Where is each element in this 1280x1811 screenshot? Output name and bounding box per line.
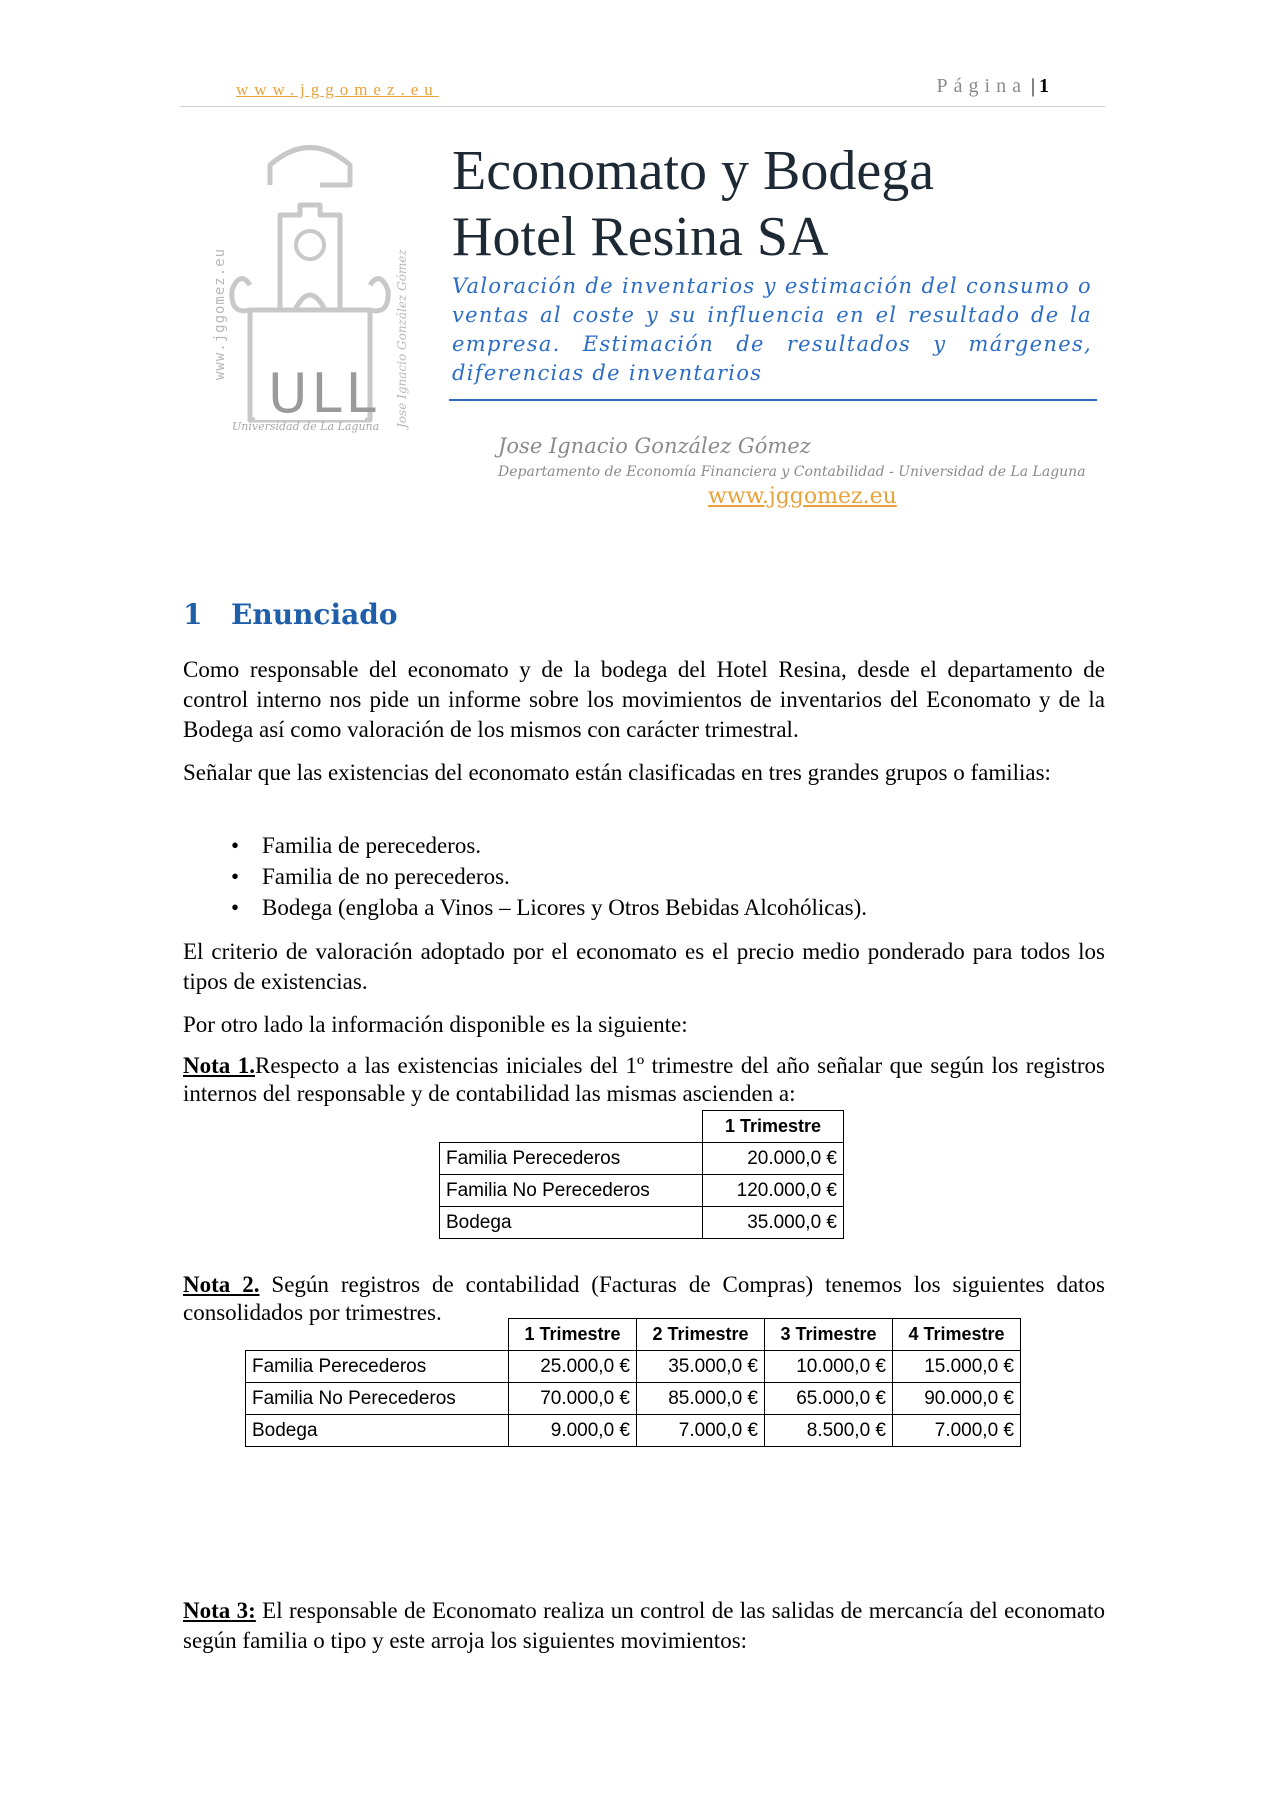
table-cell: 20.000,0 € (703, 1143, 844, 1175)
paragraph-families: Señalar que las existencias del economato están clasificadas en tres grandes grupos o familias: (183, 760, 1051, 785)
logo-side-author: Jose Ignacio González Gómez (395, 249, 409, 428)
nota-3 (183, 1596, 1105, 1656)
row-label: Familia Perecederos (440, 1143, 703, 1175)
column-header: 1 Trimestre (703, 1111, 844, 1143)
nota-2-label: Nota 2. (183, 1272, 260, 1297)
title-divider (449, 399, 1097, 401)
nota-2-text: Según registros de contabilidad (Facturas de Compras) tenemos los siguientes datos consolidados por trimestres. (183, 1272, 1105, 1325)
initial-stock-table (439, 1110, 844, 1239)
list-item: • Familia de perecederos. (225, 830, 867, 861)
table-cell: 120.000,0 € (703, 1175, 844, 1207)
section-title: Enunciado (231, 598, 398, 631)
row-label: Familia No Perecederos (440, 1175, 703, 1207)
paragraph-criteria: El criterio de valoración adoptado por el economato es el precio medio ponderado para todos los tipos de existencias. (183, 939, 1105, 994)
table-row (246, 1351, 1021, 1383)
section-number: 1 (183, 598, 203, 631)
document-title (452, 138, 934, 270)
table-cell: 90.000,0 € (893, 1383, 1021, 1415)
page-indicator: Página | 1 (936, 75, 1049, 97)
table-cell: 65.000,0 € (765, 1383, 893, 1415)
list-item: • Familia de no perecederos. (225, 861, 867, 892)
table-cell: 7.000,0 € (637, 1415, 765, 1447)
section-heading (183, 598, 398, 631)
author-website-link[interactable]: www.jggomez.eu (708, 484, 897, 509)
table-cell: 15.000,0 € (893, 1351, 1021, 1383)
table-cell: 9.000,0 € (509, 1415, 637, 1447)
title-line-1: Economato y Bodega (452, 140, 935, 202)
ull-logo (210, 130, 410, 450)
nota-1-label: Nota 1. (183, 1053, 255, 1078)
page-header (180, 75, 1105, 107)
paragraph-info: Por otro lado la información disponible es la siguiente: (183, 1012, 688, 1037)
purchases-table (245, 1318, 1021, 1447)
logo-letters: ULL (268, 362, 380, 425)
row-label: Bodega (440, 1207, 703, 1239)
column-header: 1 Trimestre (509, 1319, 637, 1351)
families-list (225, 830, 867, 923)
table-row (440, 1175, 844, 1207)
row-label: Bodega (246, 1415, 509, 1447)
paragraph-intro: Como responsable del economato y de la bodega del Hotel Resina, desde el departamento de control interno nos pide un informe sobre los movimientos de inventarios del Economato y de la Bodega así como valoración de los mismos con carácter trimestral. (183, 657, 1105, 742)
logo-bottom-text: Universidad de La Laguna (232, 420, 380, 433)
table-row (246, 1383, 1021, 1415)
table-row (246, 1415, 1021, 1447)
nota-3-text: El responsable de Economato realiza un control de las salidas de mercancía del economato según familia o tipo y este arroja los siguientes movimientos: (183, 1598, 1105, 1653)
nota-1 (183, 1052, 1105, 1108)
table-cell: 7.000,0 € (893, 1415, 1021, 1447)
document-subtitle: Valoración de inventarios y estimación del consumo o ventas al coste y su influencia en el resultado de la empresa. Estimación de resultados y márgenes, diferencias de inventarios (452, 274, 1092, 385)
table-cell: 10.000,0 € (765, 1351, 893, 1383)
column-header: 2 Trimestre (637, 1319, 765, 1351)
table-row (440, 1143, 844, 1175)
logo-side-url: www.jggomez.eu (212, 247, 228, 380)
table-row (440, 1207, 844, 1239)
page-number: 1 (1039, 75, 1049, 97)
table-cell: 85.000,0 € (637, 1383, 765, 1415)
page-label: Página (936, 75, 1027, 97)
nota-1-text: Respecto a las existencias iniciales del 1º trimestre del año señalar que según los registros internos del responsable y de contabilidad las mismas ascienden a: (183, 1053, 1105, 1106)
table-header-row (440, 1111, 844, 1143)
table-cell: 8.500,0 € (765, 1415, 893, 1447)
nota-3-label: Nota 3: (183, 1598, 256, 1623)
table-cell: 70.000,0 € (509, 1383, 637, 1415)
column-header: 4 Trimestre (893, 1319, 1021, 1351)
author-department: Departamento de Economía Financiera y Contabilidad - Universidad de La Laguna (498, 464, 1086, 480)
row-label: Familia Perecederos (246, 1351, 509, 1383)
title-line-2: Hotel Resina SA (452, 206, 829, 268)
author-name: Jose Ignacio González Gómez (498, 434, 811, 458)
header-url-link[interactable]: www.jggomez.eu (236, 80, 439, 99)
row-label: Familia No Perecederos (246, 1383, 509, 1415)
column-header: 3 Trimestre (765, 1319, 893, 1351)
table-cell: 25.000,0 € (509, 1351, 637, 1383)
table-cell: 35.000,0 € (703, 1207, 844, 1239)
table-cell: 35.000,0 € (637, 1351, 765, 1383)
table-header-row (246, 1319, 1021, 1351)
list-item: • Bodega (engloba a Vinos – Licores y Otros Bebidas Alcohólicas). (225, 892, 867, 923)
